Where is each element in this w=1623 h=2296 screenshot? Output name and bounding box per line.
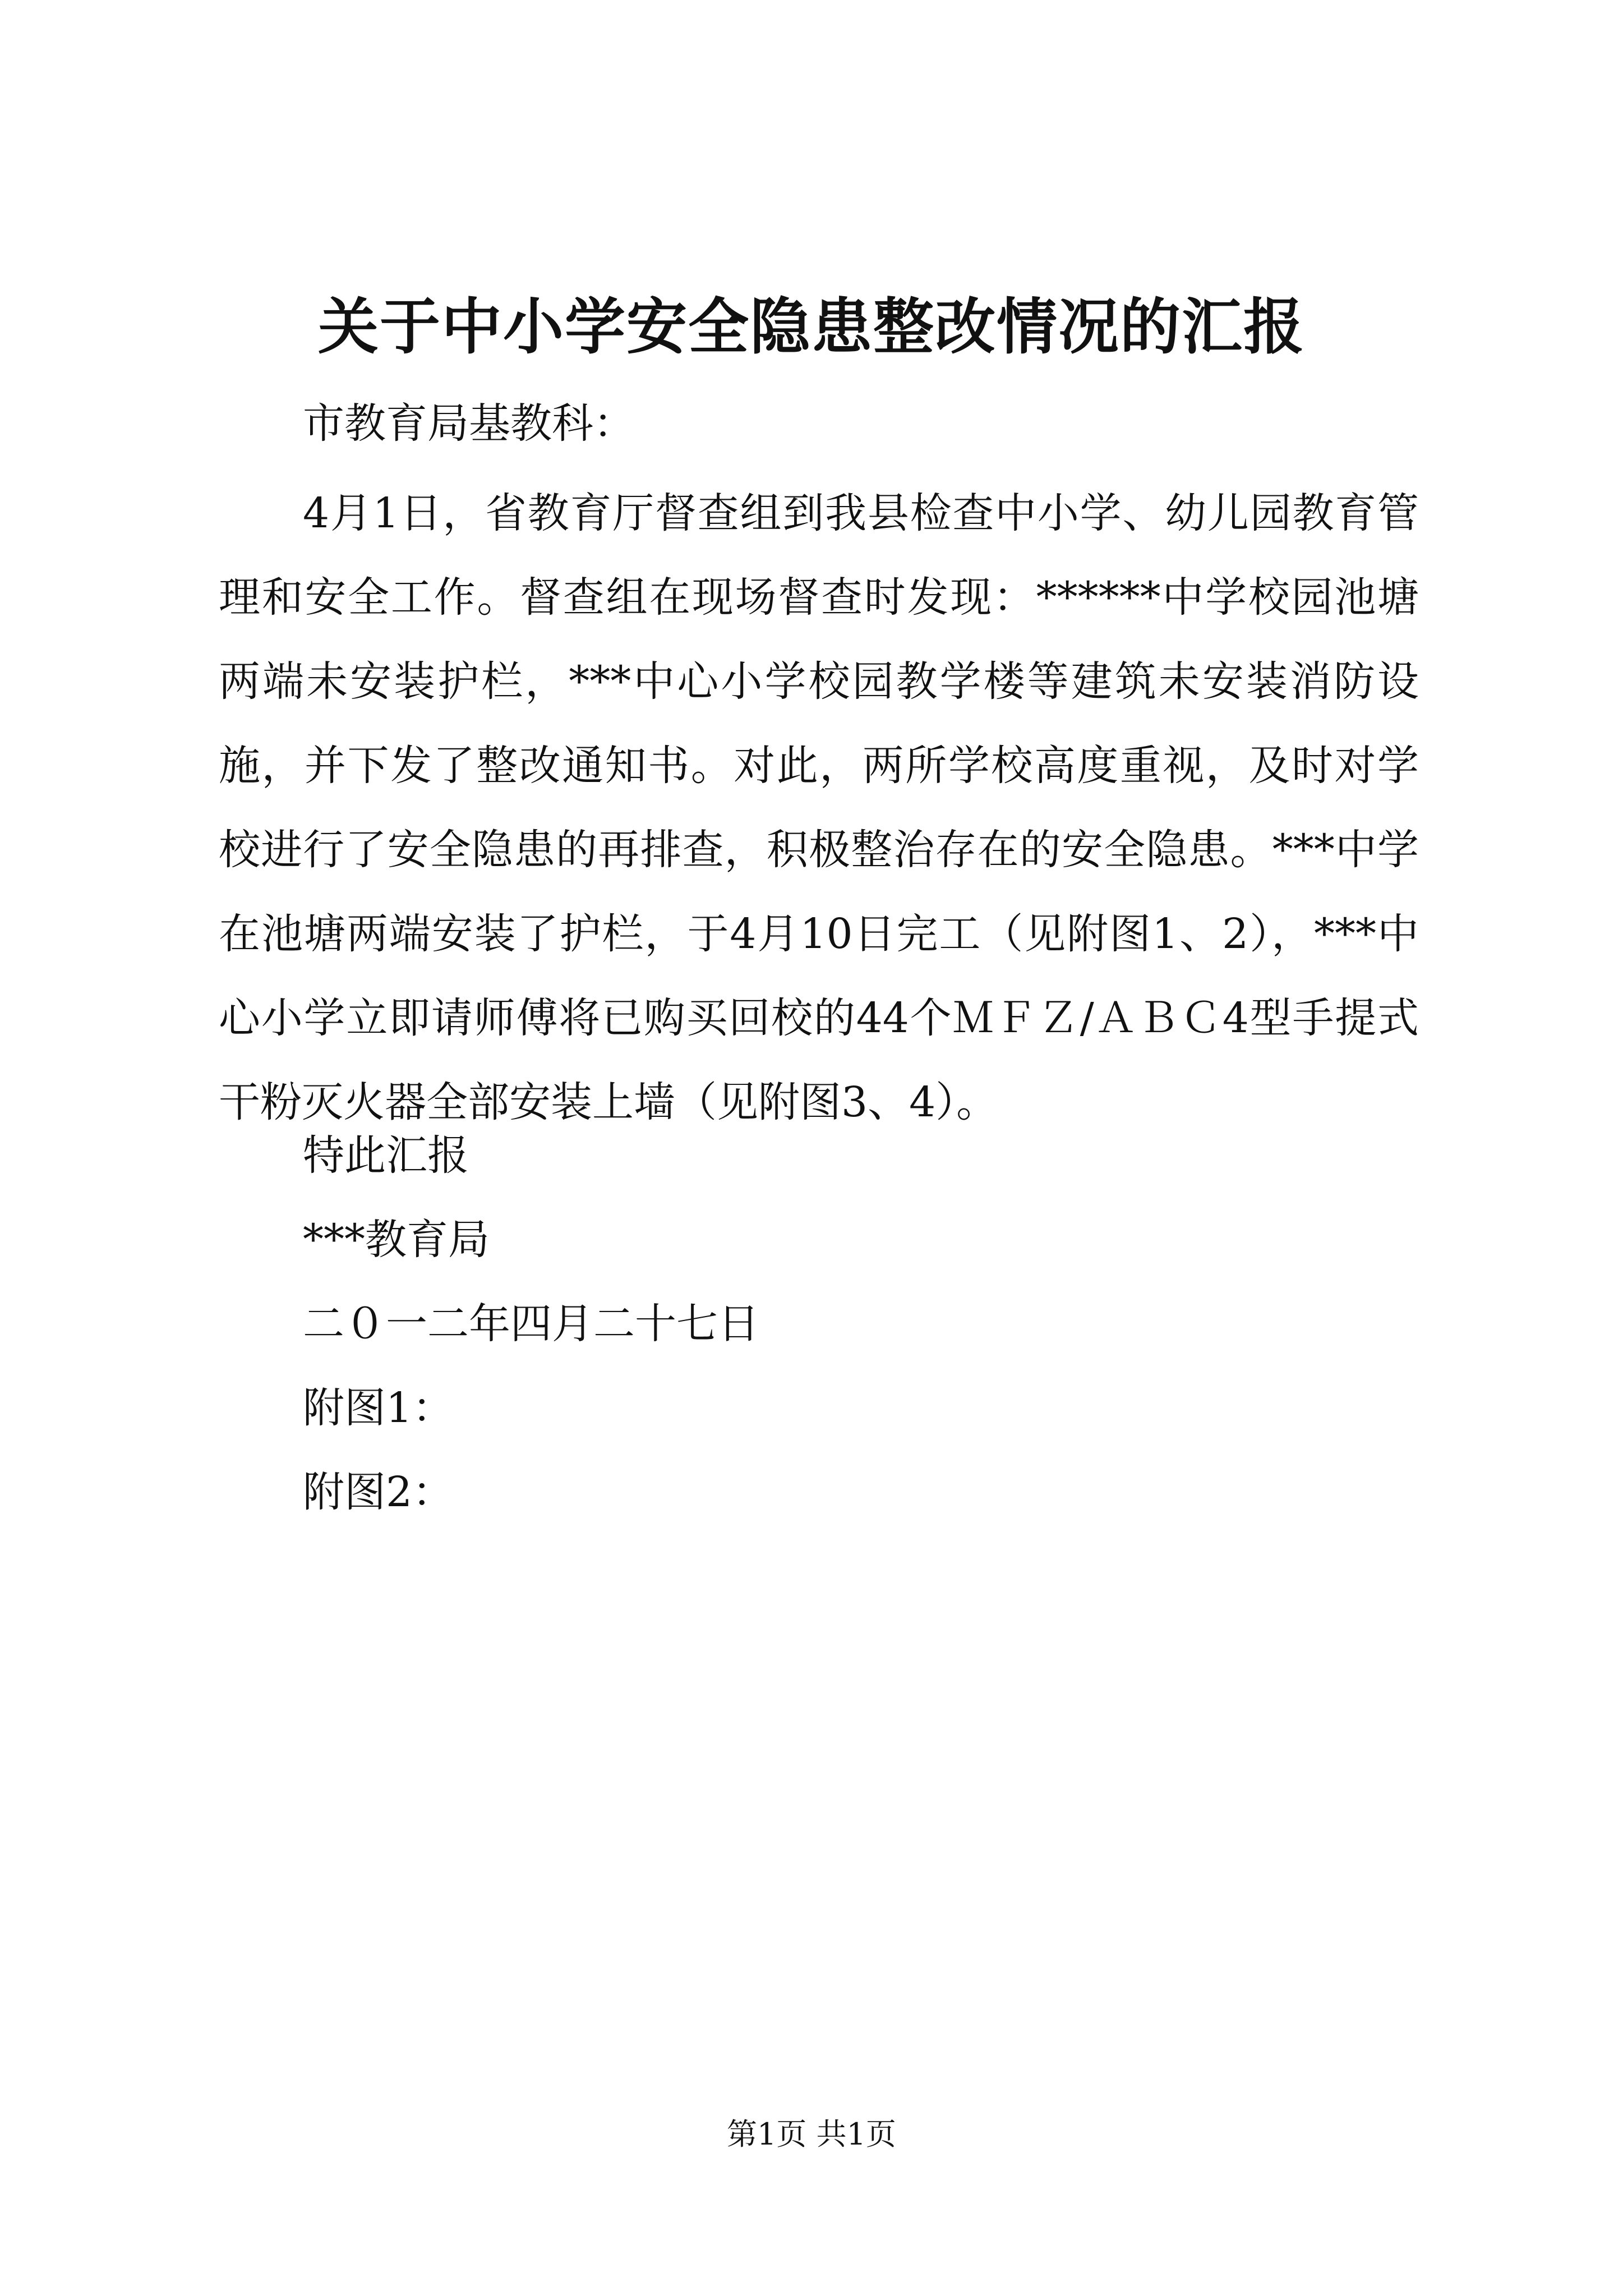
page-footer: 第1页 共1页 [727, 2116, 896, 2152]
attachment-1-label: 附图1： [303, 1384, 454, 1432]
date-line: 二０一二年四月二十七日 [303, 1300, 759, 1348]
attachment-2-label: 附图2： [303, 1468, 454, 1516]
salutation: 市教育局基教科： [303, 399, 635, 448]
closing-text: 特此汇报 [303, 1131, 469, 1180]
signature: ***教育局 [303, 1216, 490, 1264]
body-paragraph: 4月1日，省教育厅督查组到我县检查中小学、幼儿园教育管理和安全工作。督查组在现场督查时发现：******中学校园池塘两端未安装护栏，***中心小学校园教学楼等建筑未安装消防设施，并下发了整改通知书。对此，两所学校高度重视，及时对学校进行了安全隐患的再排查，积极整治存在的安全隐患。***中学在池塘两端安装了护栏，于4月10日完工（见附图1、2），***中心小学立即请师傅将已购买回校的44个ＭＦＺ/ＡＢＣ4型手提式干粉灭火器全部安装上墙（见附图3、4）。 [219, 489, 1419, 1126]
document-title: 关于中小学安全隐患整改情况的汇报 [317, 292, 1305, 362]
